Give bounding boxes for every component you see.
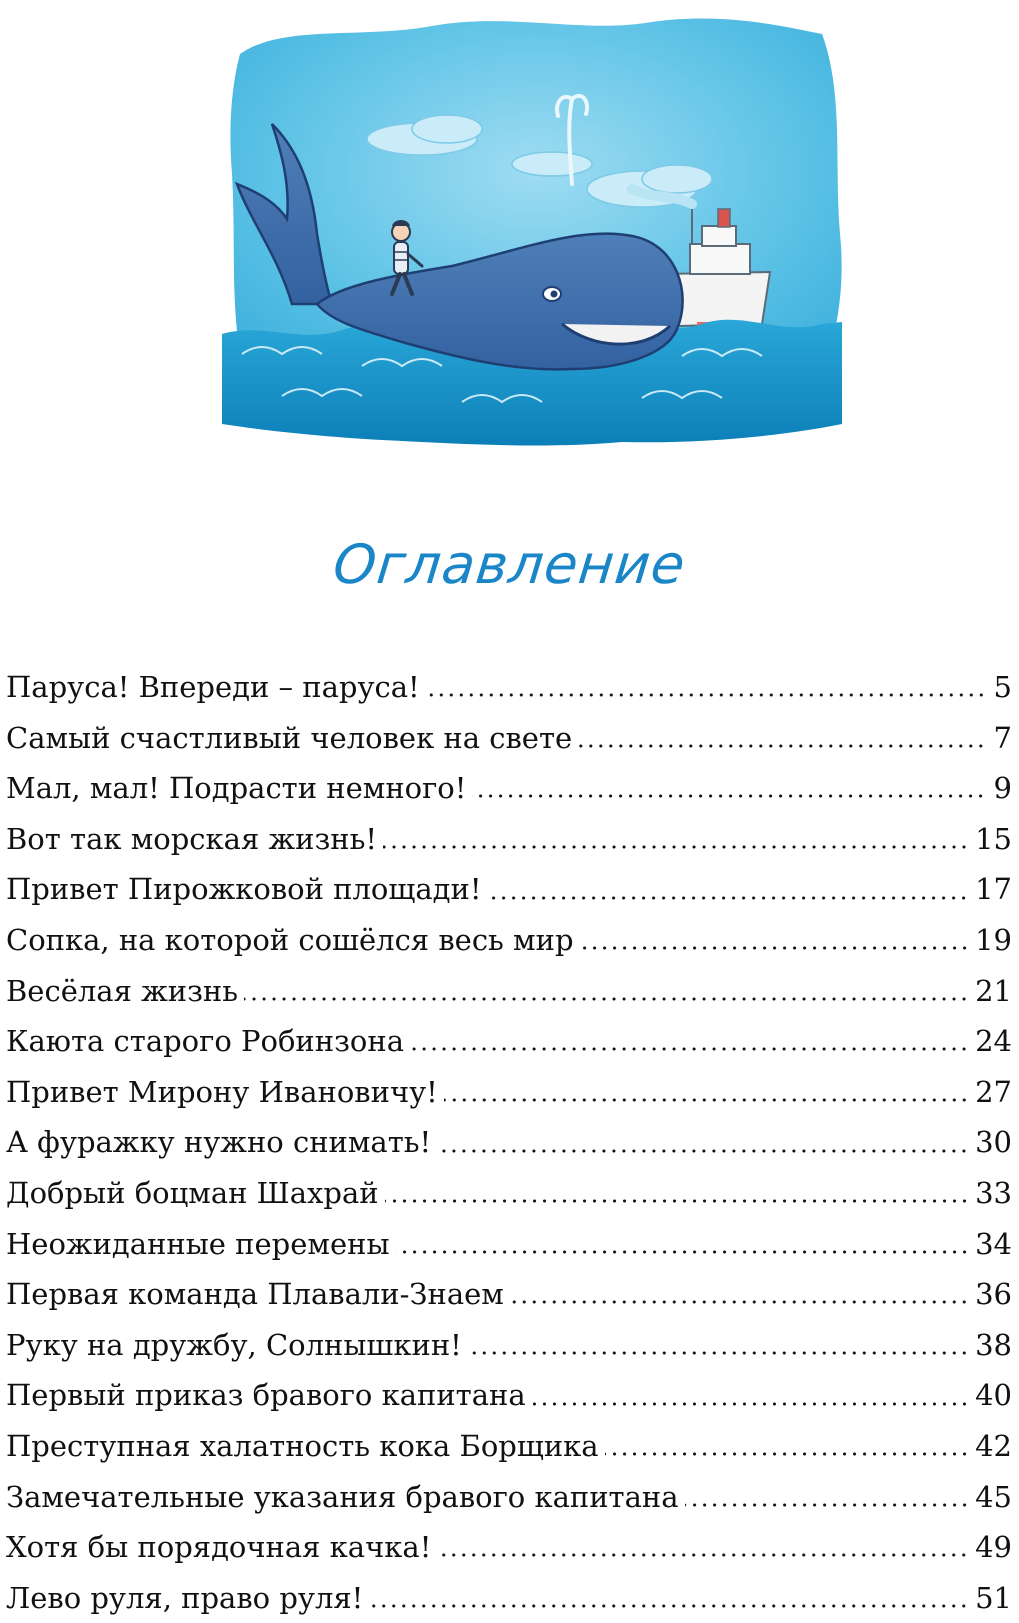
- toc-entry[interactable]: [6, 1269, 1012, 1320]
- toc-entry-title: Преступная халатность кока Борщика: [6, 1428, 599, 1463]
- toc-entry-page-number: 9: [993, 771, 1012, 806]
- toc-entry[interactable]: [6, 1421, 1012, 1472]
- toc-entry-page-number: 5: [993, 670, 1012, 704]
- toc-entry-title: Сопка, на которой сошёлся весь мир: [6, 922, 574, 957]
- toc-entry[interactable]: [6, 713, 1012, 764]
- toc-dot-leader: [468, 1351, 969, 1355]
- toc-entry[interactable]: [6, 662, 1012, 713]
- toc-entry-page-number: 33: [975, 1175, 1012, 1210]
- toc-entry-page-number: 34: [975, 1226, 1012, 1261]
- whale-illustration-icon: [222, 4, 852, 456]
- toc-entry[interactable]: [6, 814, 1012, 865]
- toc-entry[interactable]: [6, 1219, 1012, 1270]
- toc-entry-title: Вот так морская жизнь!: [6, 821, 378, 856]
- toc-dot-leader: [410, 1047, 969, 1051]
- toc-entry-title: Самый счастливый человек на свете: [6, 720, 573, 755]
- toc-dot-leader: [578, 744, 986, 748]
- toc-entry-title: Весёлая жизнь: [6, 973, 239, 1008]
- toc-entry-page-number: 17: [975, 872, 1012, 907]
- toc-entry-page-number: 36: [975, 1277, 1012, 1312]
- toc-entry-title: Привет Пирожковой площади!: [6, 872, 482, 907]
- toc-entry-title: Замечательные указания бравого капитана: [6, 1479, 679, 1514]
- toc-entry-title: Паруса! Впереди – паруса!: [6, 670, 420, 704]
- toc-entry-title: Добрый боцман Шахрай: [6, 1175, 379, 1210]
- toc-entry[interactable]: [6, 1016, 1012, 1067]
- toc-entry-title: Первый приказ бравого капитана: [6, 1378, 526, 1413]
- page-title: Оглавление: [330, 533, 689, 596]
- toc-dot-leader: [396, 1250, 970, 1254]
- toc-entry-title: А фуражку нужно снимать!: [6, 1125, 432, 1160]
- table-of-contents: [6, 662, 1012, 1623]
- toc-dot-leader: [437, 1553, 969, 1557]
- toc-dot-leader: [244, 997, 969, 1001]
- toc-entry-page-number: 24: [975, 1024, 1012, 1059]
- toc-dot-leader: [369, 1604, 969, 1608]
- toc-entry-page-number: 51: [975, 1580, 1012, 1615]
- toc-entry[interactable]: [6, 1472, 1012, 1523]
- toc-entry[interactable]: [6, 915, 1012, 966]
- toc-entry-page-number: 21: [975, 973, 1012, 1008]
- toc-entry-title: Хотя бы порядочная качка!: [6, 1530, 432, 1565]
- toc-dot-leader: [510, 1300, 969, 1304]
- toc-dot-leader: [532, 1402, 969, 1406]
- toc-entry-page-number: 45: [975, 1479, 1012, 1514]
- toc-entry-page-number: 15: [975, 821, 1012, 856]
- toc-entry-title: Мал, мал! Подрасти немного!: [6, 771, 467, 806]
- toc-entry-title: Неожиданные перемены: [6, 1226, 390, 1261]
- toc-entry-page-number: 49: [975, 1530, 1012, 1565]
- toc-entry-page-number: 7: [993, 720, 1012, 755]
- toc-dot-leader: [580, 946, 970, 950]
- toc-dot-leader: [385, 1199, 970, 1203]
- toc-entry[interactable]: [6, 1573, 1012, 1623]
- toc-dot-leader: [472, 794, 986, 798]
- toc-entry-page-number: 19: [975, 922, 1012, 957]
- toc-entry[interactable]: [6, 763, 1012, 814]
- toc-entry[interactable]: [6, 1168, 1012, 1219]
- toc-entry-page-number: 30: [975, 1125, 1012, 1160]
- toc-dot-leader: [383, 845, 969, 849]
- toc-entry[interactable]: [6, 864, 1012, 915]
- toc-entry[interactable]: [6, 1522, 1012, 1573]
- toc-entry-page-number: 42: [975, 1428, 1012, 1463]
- toc-entry[interactable]: [6, 1067, 1012, 1118]
- toc-entry-page-number: 38: [975, 1327, 1012, 1362]
- toc-entry[interactable]: [6, 1370, 1012, 1421]
- toc-entry-title: Привет Мирону Ивановичу!: [6, 1074, 438, 1109]
- toc-dot-leader: [444, 1098, 969, 1102]
- toc-dot-leader: [426, 693, 986, 697]
- toc-dot-leader: [685, 1503, 970, 1507]
- toc-entry-title: Первая команда Плавали-Знаем: [6, 1277, 504, 1312]
- toc-dot-leader: [437, 1149, 969, 1153]
- toc-entry-title: Руку на дружбу, Солнышкин!: [6, 1327, 462, 1362]
- toc-entry[interactable]: [6, 1117, 1012, 1168]
- toc-entry-title: Каюта старого Робинзона: [6, 1024, 404, 1059]
- toc-entry[interactable]: [6, 966, 1012, 1017]
- toc-entry-title: Лево руля, право руля!: [6, 1580, 364, 1615]
- toc-dot-leader: [487, 896, 969, 900]
- toc-entry-page-number: 40: [975, 1378, 1012, 1413]
- toc-entry-page-number: 27: [975, 1074, 1012, 1109]
- toc-entry[interactable]: [6, 1320, 1012, 1371]
- toc-dot-leader: [605, 1452, 970, 1456]
